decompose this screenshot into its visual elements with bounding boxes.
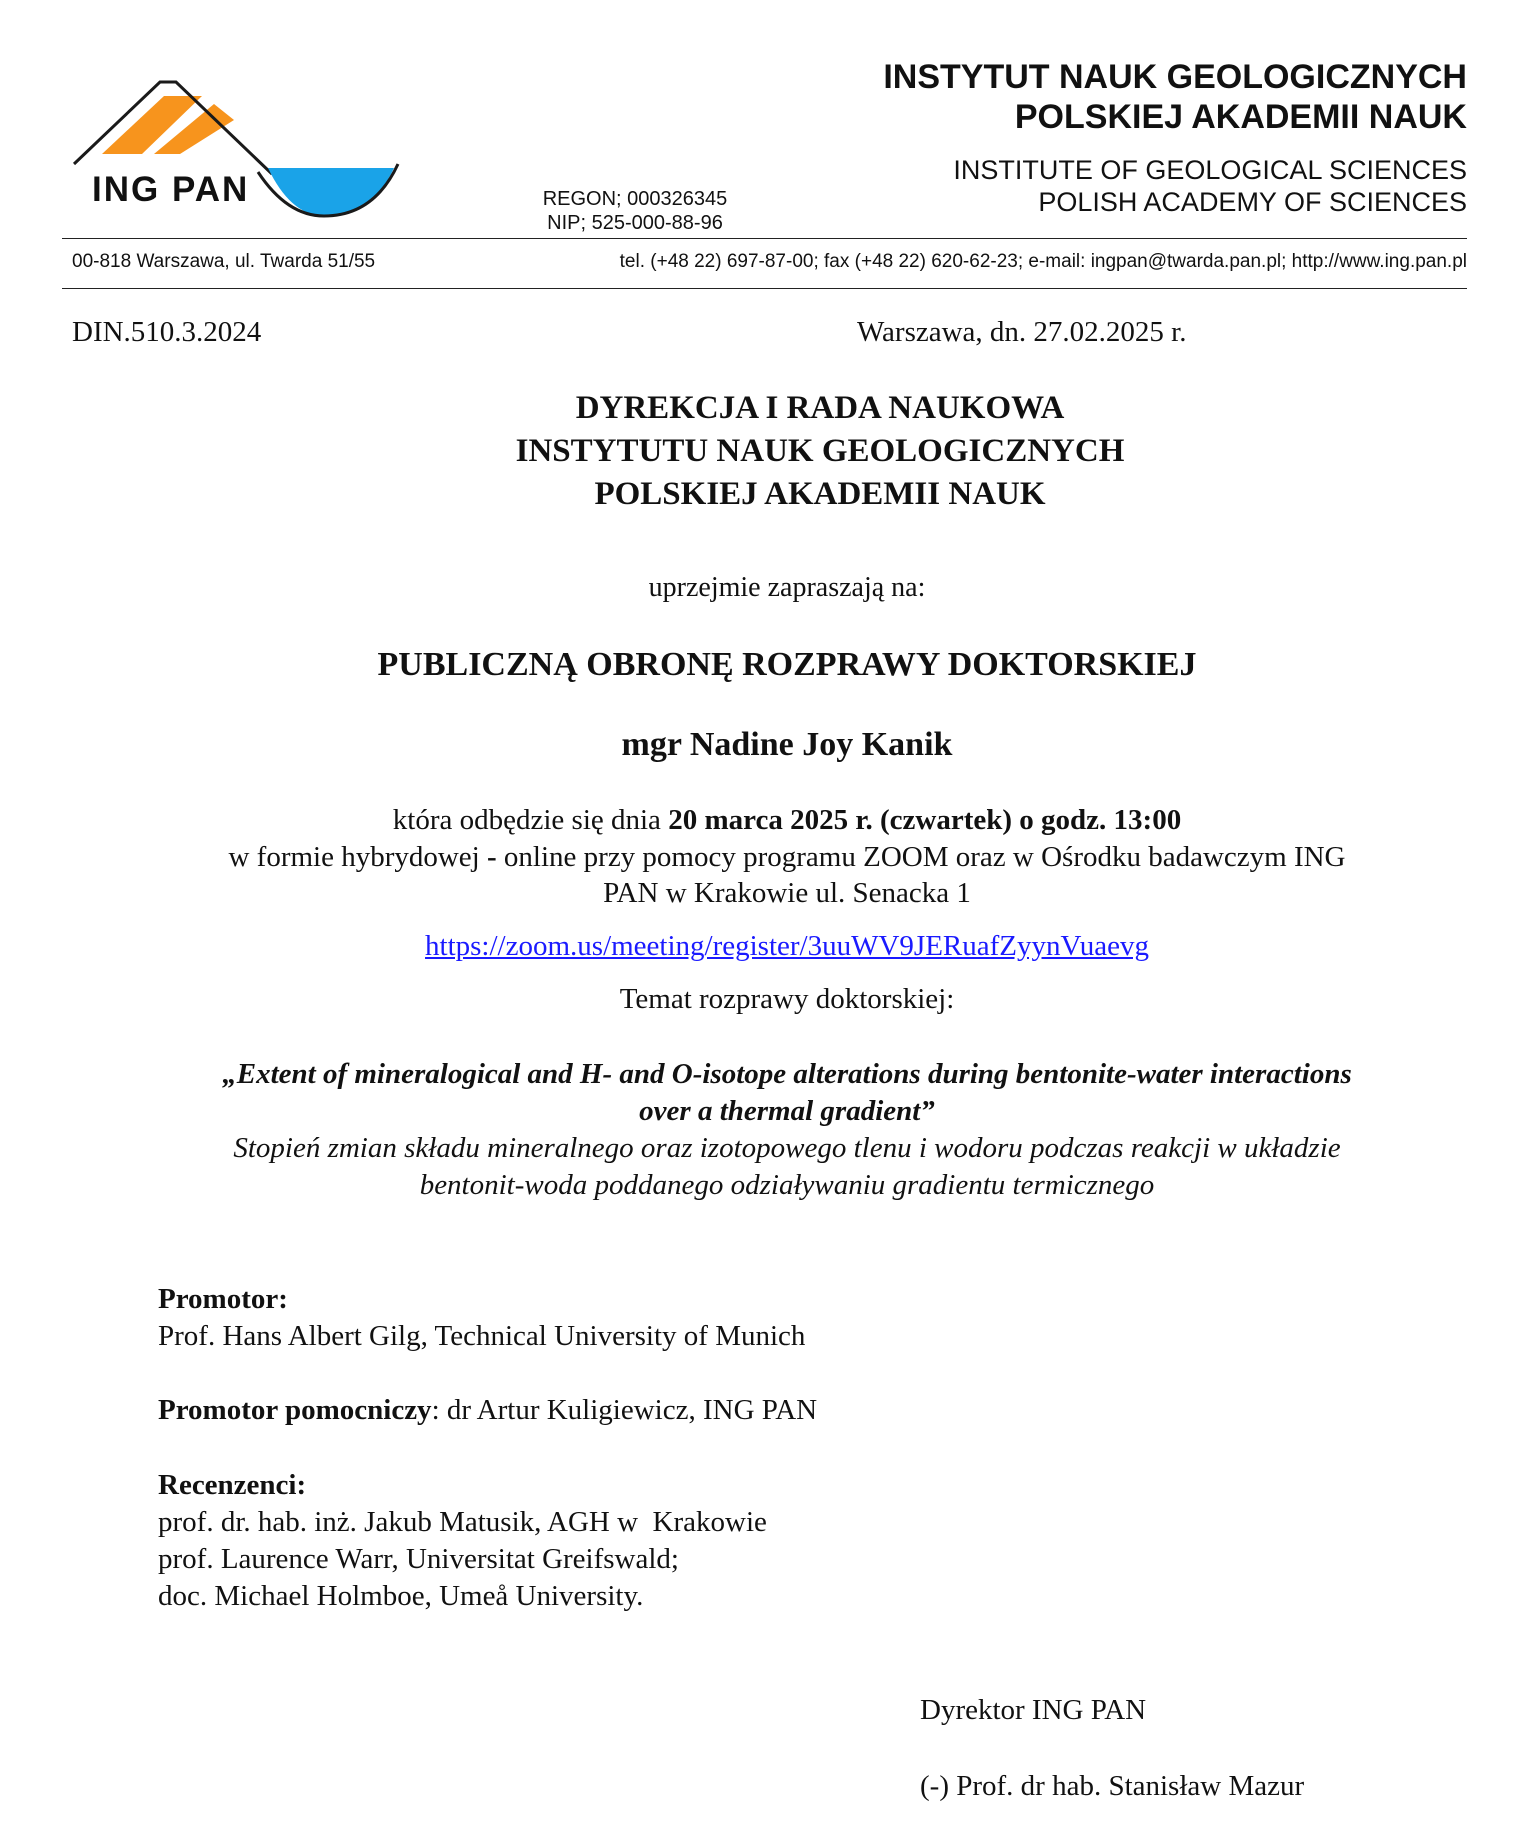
heading-line3: POLSKIEJ AKADEMII NAUK	[594, 476, 1046, 512]
copromotor	[158, 1394, 817, 1427]
promotor-name: Prof. Hans Albert Gilg, Technical University of Munich	[158, 1320, 806, 1352]
event-format-dash: -	[487, 841, 497, 873]
event-format-line1	[0, 841, 1529, 874]
event-title: PUBLICZNĄ OBRONĘ ROZPRAWY DOKTORSKIEJ	[377, 646, 1197, 683]
zoom-registration-link[interactable]: https://zoom.us/meeting/register/3uuWV9JERuafZyynVuaevg	[425, 930, 1149, 962]
reference-number: DIN.510.3.2024	[72, 316, 262, 348]
heading-line1: DYREKCJA I RADA NAUKOWA	[575, 390, 1065, 426]
copromotor-value: : dr Artur Kuligiewicz, ING PAN	[431, 1394, 818, 1426]
signer-name: (-) Prof. dr hab. Stanisław Mazur	[920, 1770, 1305, 1802]
header-rule-bottom	[62, 288, 1467, 289]
place-date: Warszawa, dn. 27.02.2025 r.	[857, 316, 1187, 348]
promotor-label: Promotor:	[158, 1283, 288, 1315]
address: 00-818 Warszawa, ul. Twarda 51/55	[72, 251, 376, 272]
candidate-name: mgr Nadine Joy Kanik	[621, 726, 953, 763]
header-rule-top	[62, 238, 1467, 239]
institute-name-pl-line2: POLSKIEJ AKADEMII NAUK	[1014, 98, 1467, 136]
copromotor-label: Promotor pomocniczy	[158, 1394, 432, 1426]
institute-name-pl-line1: INSTYTUT NAUK GEOLOGICZNYCH	[883, 58, 1467, 96]
thesis-title-pl-line2: bentonit-woda poddanego odziaływaniu gradientu termicznego	[419, 1169, 1155, 1201]
thesis-label: Temat rozprawy doktorskiej:	[619, 983, 955, 1015]
event-datetime	[0, 804, 1529, 837]
thesis-title-en-line1: „Extent of mineralogical and H- and O-isotope alterations during bentonite-water interactions	[222, 1058, 1352, 1090]
institute-name-en-line2: POLISH ACADEMY OF SCIENCES	[1038, 187, 1467, 217]
event-format-text-a: w formie hybrydowej	[228, 841, 487, 873]
logo-text: ING PAN	[92, 170, 250, 209]
event-format-line2: PAN w Krakowie ul. Senacka 1	[603, 877, 971, 909]
reviewers-label: Recenzenci:	[158, 1469, 307, 1501]
nip-number: NIP; 525-000-88-96	[547, 212, 723, 234]
contact-line: tel. (+48 22) 697-87-00; fax (+48 22) 620-62-23; e-mail: ingpan@twarda.pan.pl; http://www.ing.pan.pl	[619, 251, 1467, 272]
invitation-text: uprzejmie zapraszają na:	[648, 572, 926, 603]
logo-water-bowl	[268, 168, 394, 216]
institute-name-en-line1: INSTITUTE OF GEOLOGICAL SCIENCES	[953, 155, 1467, 185]
regon-number: REGON; 000326345	[542, 188, 728, 210]
thesis-title-pl-line1: Stopień zmian składu mineralnego oraz izotopowego tlenu i wodoru podczas reakcji w układzie	[233, 1132, 1341, 1164]
zoom-link-row	[0, 930, 1529, 963]
signer-title: Dyrektor ING PAN	[920, 1694, 1147, 1726]
reviewer-item: prof. dr. hab. inż. Jakub Matusik, AGH w Krakowie	[158, 1506, 767, 1538]
reviewer-item: doc. Michael Holmboe, Umeå University.	[158, 1580, 644, 1612]
thesis-title-en-line2: over a thermal gradient”	[639, 1095, 935, 1127]
event-datetime-prefix: która odbędzie się dnia	[392, 804, 669, 836]
heading-line2: INSTYTUTU NAUK GEOLOGICZNYCH	[515, 433, 1125, 469]
event-datetime-bold: 20 marca 2025 r. (czwartek) o godz. 13:00	[668, 804, 1182, 836]
reviewer-item: prof. Laurence Warr, Universitat Greifswald;	[158, 1543, 679, 1575]
event-format-text-c: online przy pomocy programu ZOOM oraz w Ośrodku badawczym ING	[496, 841, 1346, 873]
logo-mountain-outline	[74, 82, 272, 174]
